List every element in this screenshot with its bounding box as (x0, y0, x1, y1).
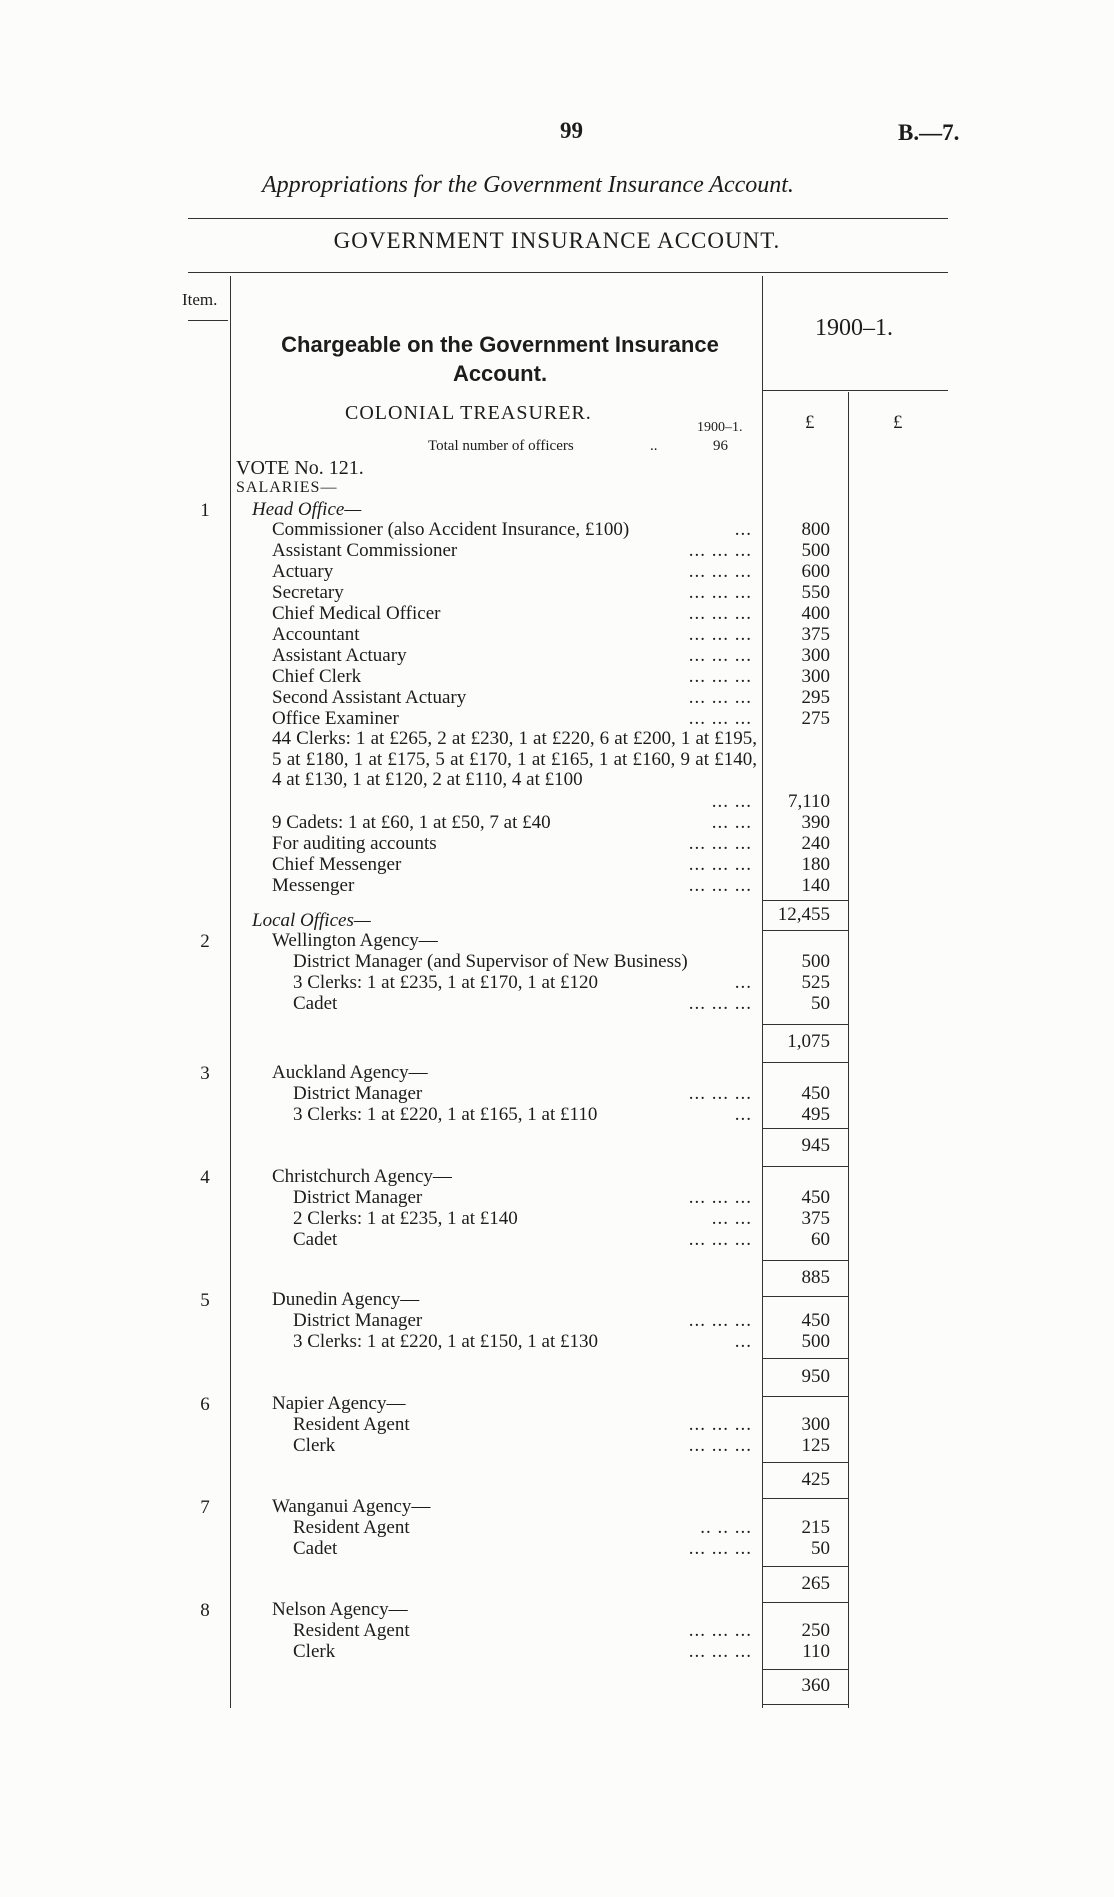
item-header-rule (188, 320, 228, 321)
subtotal-rule (762, 1602, 848, 1603)
row-amount: 500 (801, 951, 830, 972)
table-row (0, 1517, 1114, 1538)
head-office-heading: Head Office— (252, 499, 362, 520)
header-rule-top (188, 218, 948, 219)
row-label: Second Assistant Actuary (272, 687, 467, 708)
table-row (0, 1083, 1114, 1104)
subtotal-rule (762, 930, 848, 931)
subtotal-rule (762, 1566, 848, 1567)
leader-dots: ... ... ... (688, 833, 752, 854)
row-label: Resident Agent (293, 1620, 410, 1641)
row-label: District Manager (293, 1083, 423, 1104)
subtotal-rule (762, 1498, 848, 1499)
pound-symbol-1: £ (805, 412, 815, 433)
leader-dots: ... ... ... (688, 1435, 752, 1456)
subtotal-rule (762, 1462, 848, 1463)
row-label: Clerk (293, 1435, 336, 1456)
leader-dots: ... ... ... (688, 1641, 752, 1662)
item-number: 3 (200, 1063, 210, 1084)
row-amount: 375 (801, 1208, 830, 1229)
row-label: For auditing accounts (272, 833, 437, 854)
row-amount: 550 (801, 582, 830, 603)
table-row (0, 540, 1114, 561)
subtotal-rule (762, 1128, 848, 1129)
agency-name: Dunedin Agency— (272, 1289, 420, 1310)
row-label: 3 Clerks: 1 at £235, 1 at £170, 1 at £120 (293, 972, 599, 993)
row-amount: 215 (801, 1517, 830, 1538)
subtotal-rule (762, 1669, 848, 1670)
leader-dots: ... ... (711, 812, 752, 833)
agency-total: 950 (801, 1366, 830, 1387)
row-label: Secretary (272, 582, 344, 603)
agency-total: 265 (801, 1573, 830, 1594)
table-row (0, 791, 1114, 812)
row-label: Chief Messenger (272, 854, 402, 875)
table-row (0, 603, 1114, 624)
row-label: District Manager (293, 1187, 423, 1208)
row-amount: 275 (801, 708, 830, 729)
subtotal-rule (762, 1704, 848, 1705)
table-row (0, 972, 1114, 993)
agency-total: 945 (801, 1135, 830, 1156)
row-amount: 300 (801, 1414, 830, 1435)
officers-leader-dots: .. (650, 438, 658, 454)
subtotal-rule (762, 1260, 848, 1261)
item-number: 2 (200, 931, 210, 952)
row-amount: 50 (811, 993, 830, 1014)
page-subtitle: Appropriations for the Government Insurance Account. (262, 172, 794, 198)
leader-dots: ... ... ... (688, 875, 752, 896)
officers-count: 96 (713, 438, 728, 454)
item-number: 7 (200, 1497, 210, 1518)
row-label: Chief Clerk (272, 666, 362, 687)
row-label: Cadet (293, 1229, 338, 1250)
agency-name: Nelson Agency— (272, 1599, 408, 1620)
subtotal-rule (762, 1396, 848, 1397)
table-row (0, 1331, 1114, 1352)
leader-dots: ... ... ... (688, 603, 752, 624)
leader-dots: ... (734, 1331, 752, 1352)
leader-dots: ... ... ... (688, 561, 752, 582)
subtotal-rule (762, 1166, 848, 1167)
row-label: Clerk (293, 1641, 336, 1662)
row-label: 2 Clerks: 1 at £235, 1 at £140 (293, 1208, 518, 1229)
table-row (0, 854, 1114, 875)
leader-dots: ... ... ... (688, 687, 752, 708)
year-column-header: 1900–1. (815, 315, 893, 341)
pound-symbol-2: £ (893, 412, 903, 433)
table-row (0, 1414, 1114, 1435)
subtotal-rule (762, 1062, 848, 1063)
table-row (0, 666, 1114, 687)
vote-number: VOTE No. 121. (236, 457, 364, 479)
row-amount: 495 (801, 1104, 830, 1125)
account-title: GOVERNMENT INSURANCE ACCOUNT. (333, 228, 781, 253)
chargeable-heading: Chargeable on the Government Insurance Account. (281, 332, 719, 386)
table-row (0, 561, 1114, 582)
agency-name: Christchurch Agency— (272, 1166, 452, 1187)
row-amount: 180 (801, 854, 830, 875)
table-row (0, 1187, 1114, 1208)
leader-dots: ... (734, 972, 752, 993)
leader-dots: ... ... (711, 791, 752, 812)
row-amount: 7,110 (787, 791, 830, 812)
subtotal-rule (762, 1024, 848, 1025)
leader-dots: ... (734, 1104, 752, 1125)
row-label: Assistant Actuary (272, 645, 407, 666)
colonial-treasurer-heading: COLONIAL TREASURER. (345, 402, 592, 424)
row-amount: 800 (801, 519, 830, 540)
leader-dots: ... ... ... (688, 582, 752, 603)
subtotal-rule (762, 1296, 848, 1297)
row-amount: 390 (801, 812, 830, 833)
row-amount: 50 (811, 1538, 830, 1559)
table-row (0, 1435, 1114, 1456)
row-amount: 600 (801, 561, 830, 582)
item-number: 8 (200, 1600, 210, 1621)
salaries-heading: SALARIES— (236, 479, 338, 496)
item-number: 6 (200, 1394, 210, 1415)
agency-total: 425 (801, 1469, 830, 1490)
table-row (0, 687, 1114, 708)
document-reference: B.—7. (898, 120, 960, 145)
agency-name: Auckland Agency— (272, 1062, 428, 1083)
row-amount: 500 (801, 1331, 830, 1352)
leader-dots: ... ... ... (688, 624, 752, 645)
leader-dots: .. .. ... (700, 1517, 752, 1538)
leader-dots: ... ... ... (688, 708, 752, 729)
leader-dots: ... ... ... (688, 1620, 752, 1641)
table-row (0, 833, 1114, 854)
row-label: Cadet (293, 993, 338, 1014)
table-row (0, 708, 1114, 729)
table-row (0, 645, 1114, 666)
item-number: 5 (200, 1290, 210, 1311)
leader-dots: ... ... ... (688, 1229, 752, 1250)
table-row (0, 993, 1114, 1014)
table-row (0, 1641, 1114, 1662)
row-label: 3 Clerks: 1 at £220, 1 at £165, 1 at £110 (293, 1104, 598, 1125)
row-label: Commissioner (also Accident Insurance, £100) (272, 519, 630, 540)
table-row (0, 1104, 1114, 1125)
row-label: 3 Clerks: 1 at £220, 1 at £150, 1 at £130 (293, 1331, 599, 1352)
table-row (0, 582, 1114, 603)
leader-dots: ... ... ... (688, 1310, 752, 1331)
subtotal-rule (762, 900, 848, 901)
table-row (0, 875, 1114, 896)
row-label: Cadet (293, 1538, 338, 1559)
row-amount: 450 (801, 1310, 830, 1331)
row-amount: 500 (801, 540, 830, 561)
row-label: Chief Medical Officer (272, 603, 441, 624)
row-amount: 450 (801, 1187, 830, 1208)
clerks-description: 44 Clerks: 1 at £265, 2 at £230, 1 at £220, 6 at £200, 1 at £195, 5 at £180, 1 at £175, 5 at £170, 1 at £165, 1 at £160, 9 at £140, 4 at £130, 1 at £120, 2 at £110, 4 at £100 (272, 728, 757, 790)
leader-dots: ... ... ... (688, 854, 752, 875)
officers-label: Total number of officers (428, 438, 574, 454)
row-amount: 300 (801, 645, 830, 666)
leader-dots: ... ... ... (688, 645, 752, 666)
leader-dots: ... ... ... (688, 1083, 752, 1104)
table-row (0, 951, 1114, 972)
item-number: 4 (200, 1167, 210, 1188)
row-amount: 60 (811, 1229, 830, 1250)
row-amount: 110 (802, 1641, 830, 1662)
leader-dots: ... ... ... (688, 993, 752, 1014)
table-row (0, 1620, 1114, 1641)
table-row (0, 1310, 1114, 1331)
page-number: 99 (560, 118, 583, 143)
row-label: Resident Agent (293, 1414, 410, 1435)
table-row (0, 812, 1114, 833)
table-row (0, 1538, 1114, 1559)
row-label: District Manager (and Supervisor of New Business) (293, 951, 688, 972)
agency-name: Wellington Agency— (272, 930, 438, 951)
row-label: Actuary (272, 561, 334, 582)
head-office-total: 12,455 (777, 904, 830, 925)
row-amount: 525 (801, 972, 830, 993)
row-label: Messenger (272, 875, 355, 896)
leader-dots: ... ... ... (688, 540, 752, 561)
row-amount: 240 (801, 833, 830, 854)
agency-name: Wanganui Agency— (272, 1496, 431, 1517)
row-label: Resident Agent (293, 1517, 410, 1538)
agency-name: Napier Agency— (272, 1393, 406, 1414)
subtotal-rule (762, 1358, 848, 1359)
table-row (0, 624, 1114, 645)
leader-dots: ... ... ... (688, 1538, 752, 1559)
row-label: Office Examiner (272, 708, 399, 729)
row-amount: 125 (801, 1435, 830, 1456)
leader-dots: ... ... ... (688, 1187, 752, 1208)
row-label: Assistant Commissioner (272, 540, 458, 561)
agency-total: 885 (801, 1267, 830, 1288)
item-column-header: Item. (182, 290, 218, 309)
row-amount: 375 (801, 624, 830, 645)
row-amount: 140 (801, 875, 830, 896)
leader-dots: ... ... ... (688, 666, 752, 687)
agency-total: 1,075 (787, 1031, 830, 1052)
table-row (0, 1229, 1114, 1250)
leader-dots: ... (734, 519, 752, 540)
local-offices-heading: Local Offices— (252, 910, 371, 931)
item-number: 1 (200, 500, 210, 521)
agency-total: 360 (801, 1675, 830, 1696)
row-amount: 300 (801, 666, 830, 687)
leader-dots: ... ... ... (688, 1414, 752, 1435)
row-label: Accountant (272, 624, 360, 645)
table-row (0, 1208, 1114, 1229)
year-header-rule (762, 390, 948, 391)
row-amount: 295 (801, 687, 830, 708)
header-rule-bottom (188, 272, 948, 273)
row-amount: 250 (801, 1620, 830, 1641)
officers-year-label: 1900–1. (697, 420, 743, 435)
table-row (0, 519, 1114, 540)
row-label: District Manager (293, 1310, 423, 1331)
row-amount: 450 (801, 1083, 830, 1104)
leader-dots: ... ... (711, 1208, 752, 1229)
row-label: 9 Cadets: 1 at £60, 1 at £50, 7 at £40 (272, 812, 551, 833)
row-amount: 400 (801, 603, 830, 624)
